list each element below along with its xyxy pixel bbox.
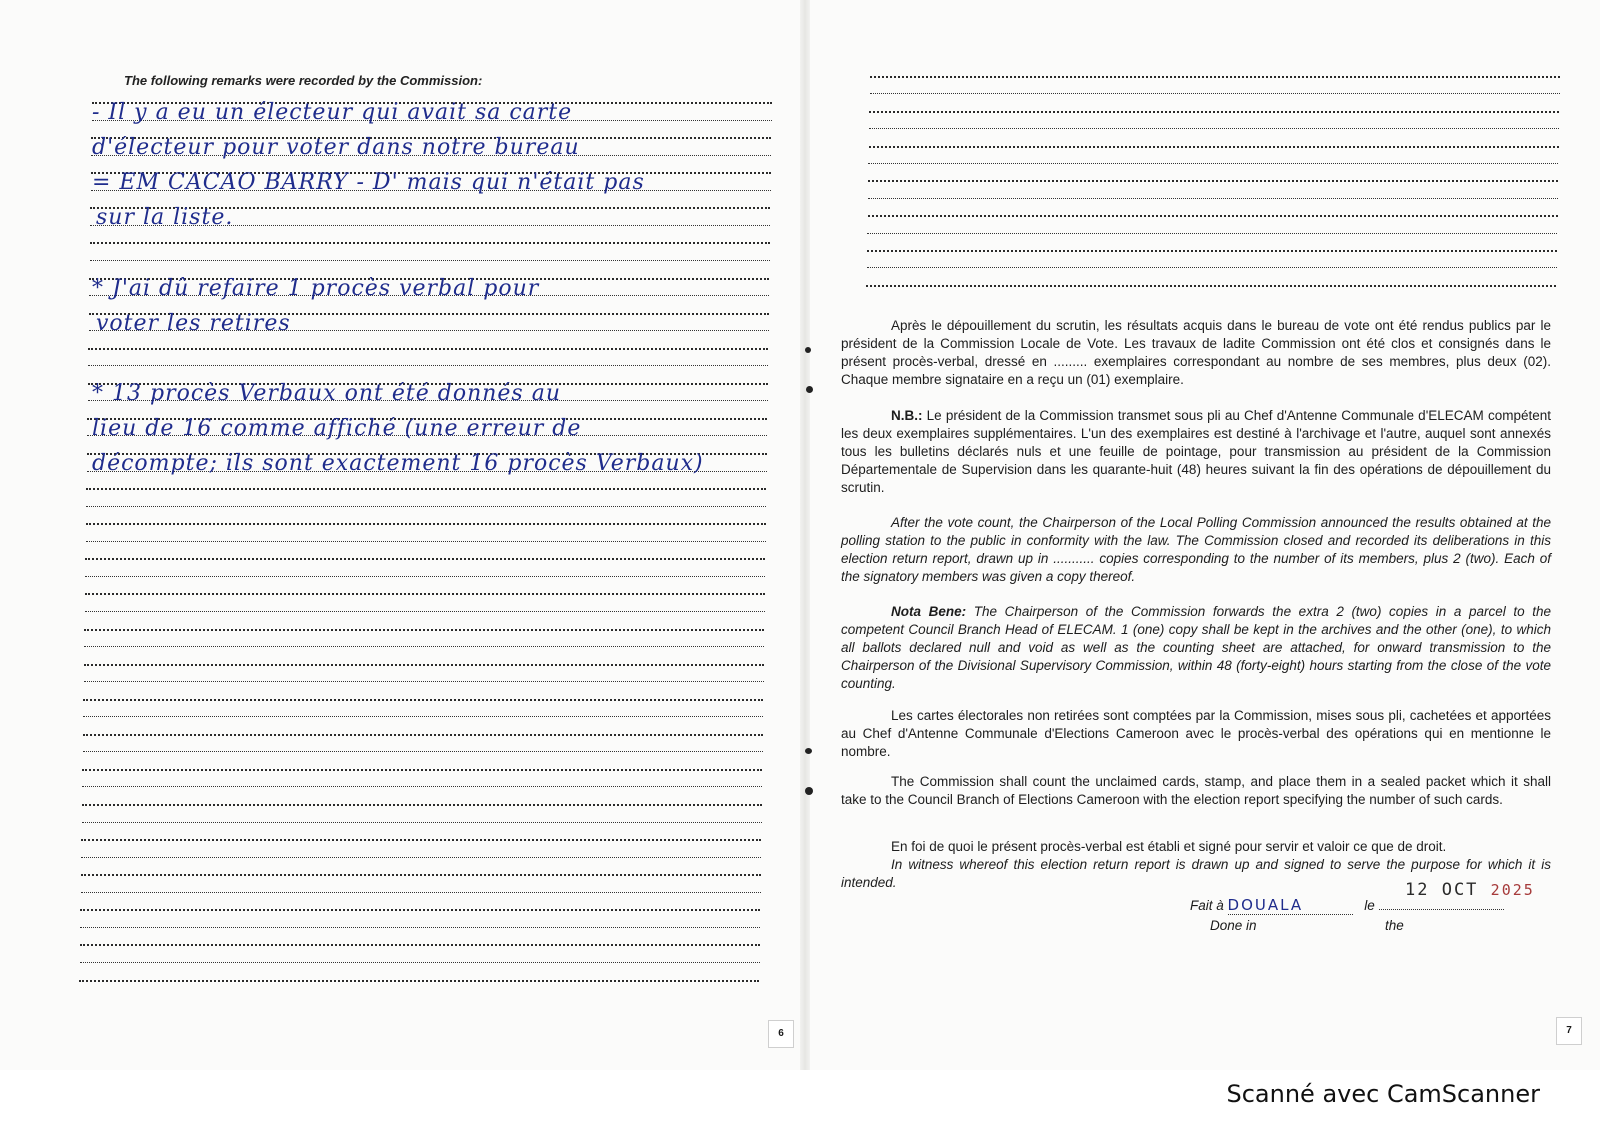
paragraph-cards-fr: Les cartes électorales non retirées sont comptées par la Commission, mises sous pli, cachetées et apportées au Chef d'Antenne Communale d'Elections Cameroon avec le procès-verbal des opérations qui en mentionne le nombre.	[841, 708, 1551, 759]
handwritten-line: d'électeur pour voter dans notre bureau	[92, 135, 580, 161]
ruled-line	[82, 786, 762, 787]
ruled-line	[870, 76, 1560, 78]
paragraph-witness: En foi de quoi le présent procès-verbal est établi et signé pour servir et valoir ce que de droit. In witness whereof this election return report is drawn up and signed to serve the purpose for which it is intended.	[841, 839, 1551, 890]
ruled-line	[84, 629, 764, 631]
handwritten-line: sur la liste.	[96, 205, 234, 231]
ruled-line	[83, 716, 763, 717]
ruled-line	[85, 576, 765, 577]
ruled-line	[868, 180, 1558, 182]
binding-mark	[805, 748, 812, 754]
handwritten-line: - Il y a eu un électeur qui avait sa carte	[92, 100, 573, 125]
ruled-line	[90, 260, 770, 261]
handwritten-line: * J'ai dû refaire 1 procès verbal pour	[92, 275, 540, 301]
ruled-line	[867, 250, 1557, 252]
ruled-line	[869, 111, 1559, 113]
nb-text: Le président de la Commission transmet sous pli au Chef d'Antenne Communale d'ELECAM compétent les deux exemplaires supplémentaires. L'un des exemplaires est destiné à l'archivage et l'autre, auquel sont annexés tous les bulletins déclarés nuls et une feuille de pointage, pour transmission au président de la Commission Départementale de Supervision dans les quarante-huit (48) heures suivant la fin des opérations de dépouillement du scrutin.	[841, 408, 1551, 495]
ruled-line	[84, 681, 764, 682]
ruled-line	[84, 664, 764, 666]
ruled-line	[867, 267, 1557, 268]
left-page	[0, 0, 805, 1070]
page-number-left: 6	[768, 1020, 794, 1048]
ruled-line	[868, 163, 1558, 164]
ruled-line	[81, 892, 761, 893]
ruled-line	[88, 365, 768, 366]
handwritten-line: décompte; ils sont exactement 16 procès Verbaux)	[92, 451, 704, 476]
ruled-line	[81, 874, 761, 876]
ruled-line	[83, 734, 763, 736]
ruled-line	[869, 128, 1559, 129]
date-stamp-year: 2025	[1490, 881, 1535, 899]
handwritten-line: lieu de 16 comme affiché (une erreur de	[92, 415, 582, 441]
paragraph-cards-en: The Commission shall count the unclaimed cards, stamp, and place them in a sealed packet which it shall take to the Council Branch of Elections Cameroon with the election report specifying the number of such cards.	[841, 774, 1551, 807]
date-stamp	[1405, 880, 1535, 900]
handwritten-line: = EM CACAO BARRY - D' mais qui n'était pas	[92, 170, 645, 196]
ruled-line	[80, 927, 760, 928]
done-in-label: Done in	[1210, 918, 1257, 933]
binding-mark	[806, 386, 813, 393]
handwritten-line: voter les retires	[96, 310, 291, 336]
nota-bene-label: Nota Bene:	[891, 604, 967, 619]
ruled-line	[86, 541, 766, 542]
fait-a-label: Fait à	[1190, 898, 1224, 913]
ruled-line	[867, 233, 1557, 234]
ruled-line	[82, 804, 762, 806]
ruled-line	[868, 198, 1558, 199]
ruled-line	[83, 699, 763, 701]
binding-mark	[805, 347, 811, 353]
remarks-title: The following remarks were recorded by the Commission:	[124, 73, 483, 88]
page-number-right: 7	[1556, 1017, 1582, 1045]
paragraph-nb-fr	[841, 407, 1551, 497]
paragraph-nota-bene-en	[841, 603, 1551, 693]
date-dots	[1379, 909, 1504, 910]
ruled-line	[86, 488, 766, 490]
ruled-line	[85, 558, 765, 560]
ruled-line	[81, 839, 761, 841]
the-label: the	[1385, 918, 1404, 933]
ruled-line	[85, 593, 765, 595]
ruled-line	[86, 523, 766, 525]
paragraph-results-en: After the vote count, the Chairperson of the Local Polling Commission announced the results obtained at the polling station to the public in conformity with the law. The Commission closed and recorded its deliberations in this election return report, drawn up in ........... copies corresponding to the number of its members, plus 2 (two). Each of the signatory members was given a copy thereof.	[841, 515, 1551, 584]
ruled-line	[83, 751, 763, 752]
ruled-line	[79, 980, 759, 982]
paragraph-results-fr: Après le dépouillement du scrutin, les résultats acquis dans le bureau de vote ont été rendus publics par le président de la Commission Locale de Vote. Les travaux de ladite Commission ont été clos et consignés dans le présent procès-verbal, dressé en ......... exemplaires correspondant au nombre de ses membres, plus deux (02). Chaque membre signataire en a reçu un (01) exemplaire.	[841, 318, 1551, 387]
ruled-line	[81, 857, 761, 858]
nb-label: N.B.:	[891, 408, 923, 423]
binding-mark	[805, 787, 813, 795]
scanner-watermark: Scanné avec CamScanner	[1226, 1080, 1540, 1108]
ruled-line	[85, 611, 765, 612]
ruled-line	[868, 215, 1558, 217]
ruled-line	[88, 348, 768, 350]
ruled-line	[86, 506, 766, 507]
date-stamp-day-month: 12 OCT	[1405, 880, 1479, 900]
ruled-line	[80, 962, 760, 963]
ruled-line	[82, 769, 762, 771]
ruled-line	[80, 944, 760, 946]
ruled-line	[82, 822, 762, 823]
ruled-line	[866, 285, 1556, 287]
nota-bene-text: The Chairperson of the Commission forwards the extra 2 (two) copies in a parcel to the competent Council Branch Head of ELECAM. 1 (one) copy shall be kept in the archives and the other (one), to which all ballots declared null and void as well as the counting sheet are attached, for onward transmission to the Chairperson of the Divisional Supervisory Commission, within 48 (forty-eight) hours starting from the close of the vote counting.	[841, 604, 1551, 691]
handwritten-line: * 13 procès Verbaux ont été donnés au	[92, 380, 561, 406]
le-label: le	[1364, 898, 1375, 913]
ruled-line	[80, 909, 760, 911]
handwritten-city: DOUALA	[1227, 896, 1304, 914]
ruled-line	[870, 93, 1560, 94]
ruled-line	[90, 242, 770, 244]
ruled-line	[869, 146, 1559, 148]
ruled-line	[84, 646, 764, 647]
